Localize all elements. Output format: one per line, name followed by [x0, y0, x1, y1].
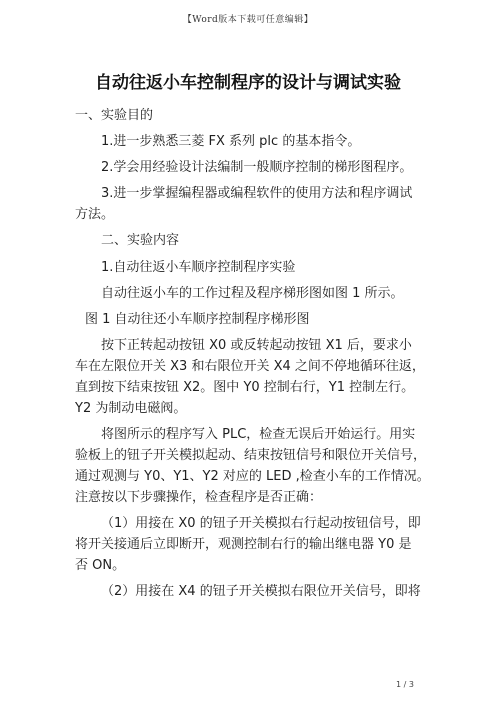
figure-caption: 图 1 自动往还小车顺序控制程序梯形图 [85, 312, 310, 327]
paragraph-line: 按下正转起动按钮 X0 或反转起动按钮 X1 后，要求小 [101, 338, 412, 353]
section-heading-content: 二、实验内容 [101, 233, 180, 248]
page-number: 1 / 3 [396, 680, 414, 689]
header-note: 【Word版本下载可任意编辑】 [182, 15, 314, 25]
section-heading-objectives: 一、实验目的 [75, 108, 154, 123]
paragraph-line: 方法。 [75, 207, 115, 222]
paragraph-line: 车在左限位开关 X3 和右限位开关 X4 之间不停地循环往返， [75, 359, 425, 374]
paragraph-line: 2.学会用经验设计法编制一般顺序控制的梯形图程序。 [101, 160, 413, 175]
paragraph-line: 将图所示的程序写入 PLC，检查无误后开始运行。用实 [101, 427, 416, 442]
paragraph-line: Y2 为制动电磁阀。 [75, 401, 187, 416]
paragraph-line: 自动往返小车的工作过程及程序梯形图如图 1 所示。 [101, 286, 404, 301]
paragraph-line: 验板上的钮子开关模拟起动、结束按钮信号和限位开关信号， [75, 448, 427, 463]
paragraph-line: 通过观测与 Y0、Y1、Y2 对应的 LED ,检查小车的工作情况。 [75, 469, 430, 484]
paragraph-line: 直到按下结束按钮 X2。图中 Y0 控制右行，Y1 控制左行。 [75, 380, 415, 395]
document-title: 自动往返小车控制程序的设计与调试实验 [95, 73, 401, 93]
paragraph-line: 1.进一步熟悉三菱 FX 系列 plc 的基本指令。 [101, 134, 361, 149]
paragraph-line: （2）用接在 X4 的钮子开关模拟右限位开关信号，即将 [101, 584, 421, 599]
paragraph-line: 将开关接通后立即断开，观测控制右行的输出继电器 Y0 是 [75, 537, 412, 552]
paragraph-line: （1）用接在 X0 的钮子开关模拟右行起动按钮信号，即 [101, 516, 421, 531]
paragraph-line: 1.自动往返小车顺序控制程序实验 [101, 260, 296, 275]
paragraph-line: 否 ON。 [75, 558, 126, 573]
paragraph-line: 注意按以下步骤操作，检查程序是否正确： [75, 490, 323, 505]
paragraph-line: 3.进一步掌握编程器或编程软件的使用方法和程序调试 [101, 186, 413, 201]
